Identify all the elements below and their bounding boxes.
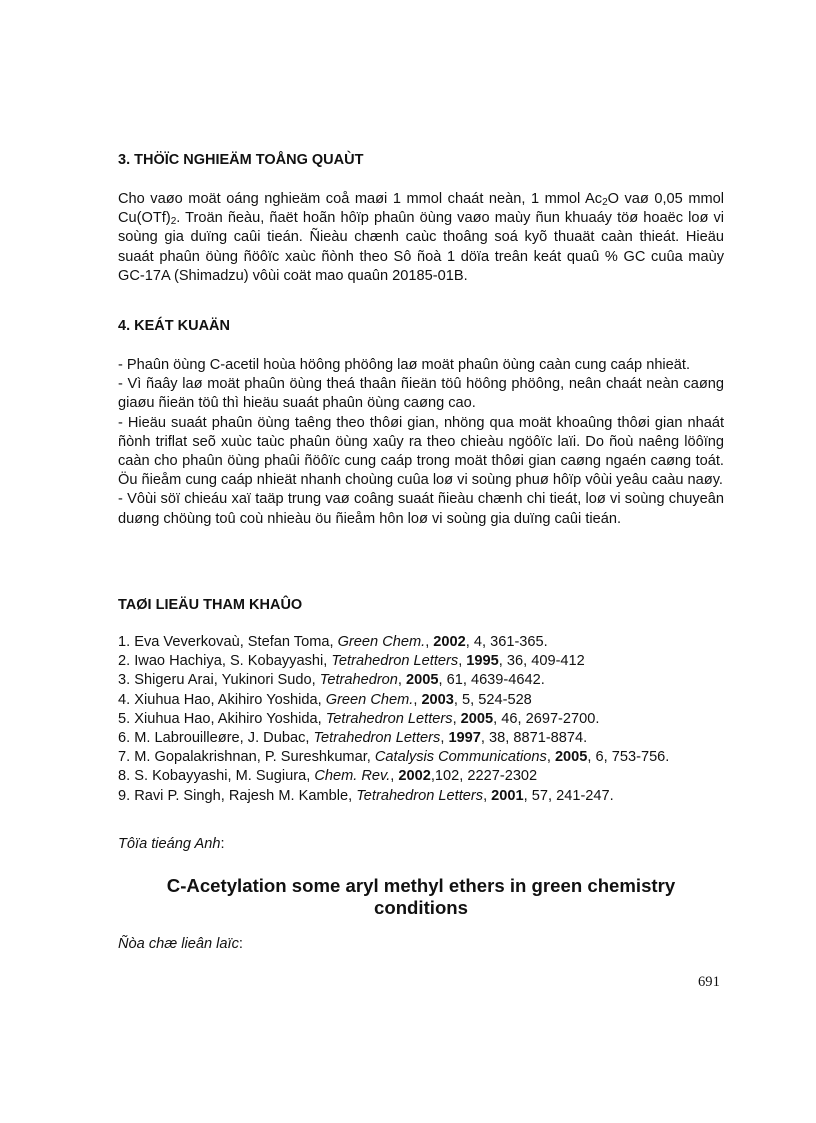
reference-item: 3. Shigeru Arai, Yukinori Sudo, Tetrahedron, 2005, 61, 4639-4642. [118,672,545,689]
reference-item: 9. Ravi P. Singh, Rajesh M. Kamble, Tetrahedron Letters, 2001, 57, 241-247. [118,787,614,804]
conclusion-item: - Vôùi söï chieáu xaï taäp trung vaø coâng suaát ñieàu chænh chi tieát, loø vi soùng chuyeân duøng chöùng toû coù nhieàu öu ñieåm hôn loø vi soùng gia duïng caûi tieán. [118,491,724,527]
subscript: 2 [170,216,177,228]
english-title: C-Acetylation some aryl methyl ethers in green chemistry conditions [166,875,676,918]
paragraph-text: . Troän ñeàu, ñaët hoãn hôïp phaûn öùng vaøo maùy ñun khuaáy töø hoaëc loø vi soùng gia duïng caûi tieán. Ñieàu chænh caùc thoâng soá kyõ thuaät caàn thieát. Hieäu suaát phaûn öùng ñöôïc xaùc ñònh theo Sô ñoà 1 döïa treân keát quaû % GC cuûa maùy GC-17A (Shimadzu) vôùi coät mao quaûn 20185-01B. [118,210,724,284]
english-summary-label: Tôïa tieáng Anh: [118,836,225,852]
reference-item: 8. S. Kobayyashi, M. Sugiura, Chem. Rev., 2002,102, 2227-2302 [118,768,538,785]
paragraph-text: Cho vaøo moät oáng nghieäm coå maøi 1 mmol chaát neàn, 1 mmol Ac [118,191,603,207]
subscript: 2 [602,197,608,208]
section-3-paragraph [118,190,724,286]
section-3-heading: 3. THÖÏC NGHIEÄM TOÅNG QUAÙT [118,152,364,168]
contact-label: Ñòa chæ lieân laïc: [118,936,243,952]
reference-item: 7. M. Gopalakrishnan, P. Sureshkumar, Catalysis Communications, 2005, 6, 753-756. [118,749,670,766]
reference-item: 1. Eva Veverkovaù, Stefan Toma, Green Chem., 2002, 4, 361-365. [118,634,548,650]
paragraph-text: O vaø 0,05 mmol Cu(OTf) [118,191,724,227]
conclusion-item: - Phaûn öùng C-acetil hoùa höông phöông laø moät phaûn öùng caàn cung caáp nhieät. [118,357,691,373]
reference-item: 6. M. Labrouilleøre, J. Dubac, Tetrahedron Letters, 1997, 38, 8871-8874. [118,730,588,747]
page-number: 691 [698,974,720,990]
reference-item: 2. Iwao Hachiya, S. Kobayyashi, Tetrahedron Letters, 1995, 36, 409-412 [118,653,585,670]
section-4-heading: 4. KEÁT KUAÄN [118,318,230,334]
conclusion-list [118,356,724,529]
conclusion-item: - Hieäu suaát phaûn öùng taêng theo thôøi gian, nhöng qua moät khoaûng thôøi gian nhaát ñònh triflat seõ xuùc taùc phaûn öùng xaûy ra theo chieàu ngöôïc laïi. Do ñoù naêng löôïng caàn cho phaûn öùng phaûi ñöôïc cung caáp trong moät thôøi gian caøng ngaén caøng toát. Öu ñieåm cung caáp nhieät nhanh choùng cuûa loø vi soùng phuø hôïp vôùi yeâu caàu naøy. [118,414,724,489]
reference-list [118,633,728,806]
reference-item: 5. Xiuhua Hao, Akihiro Yoshida, Tetrahedron Letters, 2005, 46, 2697-2700. [118,710,600,727]
conclusion-item: - Vì ñaây laø moät phaûn öùng theá thaân ñieän töû höông phöông, neân chaát neàn caøng giaøu ñieän töû thì hieäu suaát phaûn öùng caøng cao. [118,376,724,412]
reference-item: 4. Xiuhua Hao, Akihiro Yoshida, Green Chem., 2003, 5, 524-528 [118,691,532,708]
references-heading: TAØI LIEÄU THAM KHAÛO [118,597,303,613]
